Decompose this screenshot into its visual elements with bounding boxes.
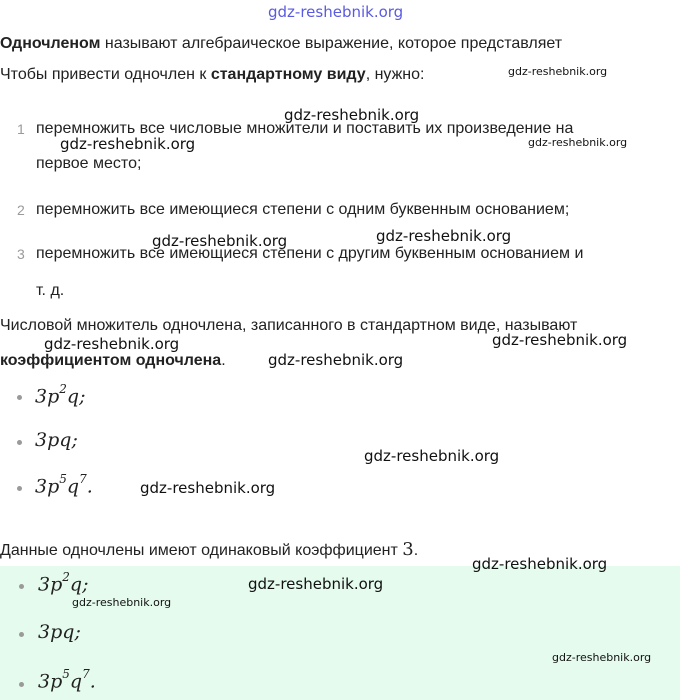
same-coefficient-note: Данные одночлены имеют одинаковый коэффициент 3. — [0, 539, 419, 560]
step-number: 3 — [17, 246, 25, 262]
coefficient-definition: Числовой множитель одночлена, записанного в стандартном виде, называют — [0, 317, 578, 334]
monomial-example: $3p^2q$; — [35, 382, 86, 408]
list-bullet — [17, 440, 22, 445]
step-text: перемножить все числовые множители и поставить их произведение на — [36, 120, 574, 137]
definition-monomial — [0, 34, 562, 54]
monomial-example: 3pq; — [35, 429, 78, 451]
list-bullet — [19, 632, 24, 637]
monomial-example: $3p^5q^7$. — [35, 472, 93, 498]
watermark: gdz-reshebnik.org — [508, 65, 608, 78]
list-bullet — [17, 486, 22, 491]
standard-form-intro — [0, 65, 424, 85]
step-number: 2 — [17, 202, 25, 218]
watermark: gdz-reshebnik.org — [492, 331, 628, 349]
term-coefficient: коэффициентом одночлена — [0, 352, 222, 369]
watermark: gdz-reshebnik.org — [152, 232, 288, 250]
list-bullet — [19, 584, 24, 589]
step-text: перемножить все имеющиеся степени с одним буквенным основанием; — [36, 201, 570, 218]
watermark: gdz-reshebnik.org — [364, 447, 500, 465]
standard-after: , нужно: — [365, 66, 425, 83]
coefficient-end: . — [221, 352, 226, 369]
step-text-cont: первое место; — [36, 155, 142, 172]
definition-rest: называют алгебраическое выражение, которое представляет — [100, 35, 563, 52]
list-bullet — [19, 682, 24, 687]
monomial-example-highlighted: $3p^2q$; — [38, 570, 89, 596]
watermark: gdz-reshebnik.org — [472, 555, 608, 573]
monomial-example-highlighted: $3p^5q^7$. — [38, 667, 96, 693]
monomial-example-highlighted: 3pq; — [38, 621, 81, 643]
watermark: gdz-reshebnik.org — [72, 596, 172, 609]
watermark: gdz-reshebnik.org — [528, 136, 628, 149]
step-number: 1 — [17, 121, 25, 137]
standard-before: Чтобы привести одночлен к — [0, 66, 211, 83]
step-text: перемножить все имеющиеся степени с другим буквенным основанием и — [36, 245, 584, 262]
term-standard-form: стандартному виду — [210, 66, 366, 83]
watermark: gdz-reshebnik.org — [376, 227, 512, 245]
watermark: gdz-reshebnik.org — [44, 335, 180, 353]
watermark-top: gdz-reshebnik.org — [268, 3, 404, 21]
coefficient-term-line — [0, 351, 226, 371]
watermark: gdz-reshebnik.org — [552, 651, 652, 664]
watermark: gdz-reshebnik.org — [248, 575, 384, 593]
watermark: gdz-reshebnik.org — [284, 106, 420, 124]
term-monomial: Одночленом — [0, 35, 101, 52]
watermark: gdz-reshebnik.org — [60, 135, 196, 153]
step-text-cont: т. д. — [36, 282, 65, 299]
watermark: gdz-reshebnik.org — [268, 351, 404, 369]
watermark: gdz-reshebnik.org — [140, 479, 276, 497]
list-bullet — [17, 395, 22, 400]
